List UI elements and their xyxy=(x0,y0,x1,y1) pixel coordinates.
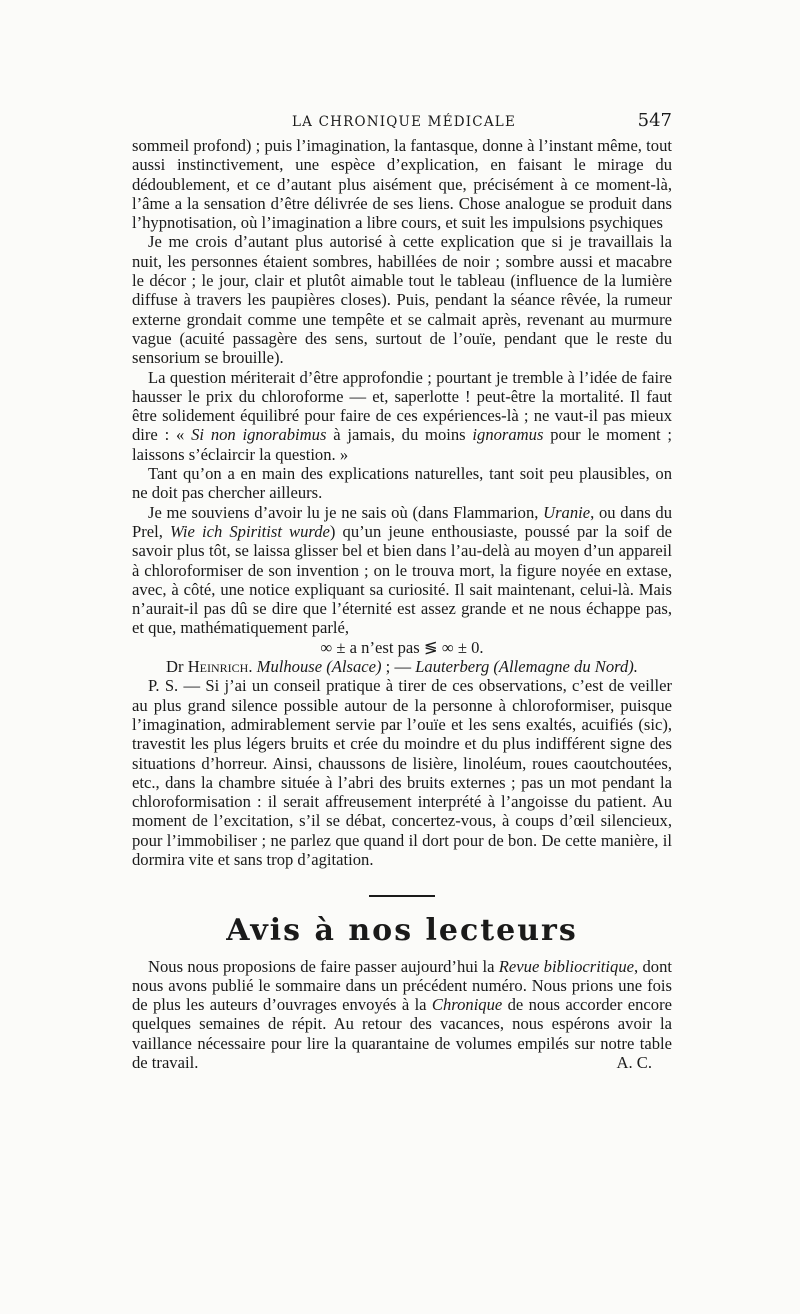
paragraph-5-text: Je me souviens d’avoir lu je ne sais où (dans Flammarion, xyxy=(148,502,544,522)
paragraph-5 xyxy=(132,503,672,638)
revue-title: Revue bibliocritique xyxy=(498,956,634,976)
formula: ∞ ± a n’est pas ≶ ∞ ± 0. xyxy=(320,637,484,657)
latin-phrase-2: ignoramus xyxy=(472,425,544,445)
notice-text-3: de nous accorder encore quelques semaines de répit. Au retour des vacances, nous espérons avoir la vaillance nécessaire pour lire la quarantaine de volumes empilés sur notre table de travail. xyxy=(132,995,672,1073)
journal-title: LA CHRONIQUE MÉDICALE xyxy=(292,114,517,130)
postscript: P. S. — Si j’ai un conseil pratique à tirer de ces observations, c’est de veiller au plus grand silence possible autour de la personne à chloroformiser, puisque l’imagination, admirablement servie par l’ouïe et les sens exaltés, acuifiés (sic), travestit les plus légers bruits et crée du moindre et du plus indifférent signe des situations d’horreur. Ainsi, chaussons de lisière, linoléum, roues caoutchoutées, etc., dans la chambre située à l’abri des bruits externes ; pas un mot pendant la chloroformisation : il serait affreusement interprété à l’angoisse du patient. Au moment de l’excitation, s’il se débat, concertez-vous, à coups d’œil silencieux, pour l’immobiliser ; ne parlez que quand il dort pour de bon. De cette manière, il dormira vite et sans trop d’agitation. xyxy=(132,676,672,869)
page xyxy=(132,110,672,1073)
author-signature xyxy=(132,657,672,676)
notice-initials: A. C. xyxy=(616,1053,652,1073)
signature-separator: ; — xyxy=(381,657,416,677)
paragraph-3-end: pour le moment ; laissons s’éclaircir la question. » xyxy=(132,425,673,464)
paragraph-3-mid: à jamais, du moins xyxy=(326,425,473,445)
paragraph-1: sommeil profond) ; puis l’imagination, la fantasque, donne à l’instant même, tout aussi instinctivement, une espèce d’explication, en faisant le mirage du dédoublement, et ce d’autant plus aisément que, précisément à ce moment-là, l’âme a la sensation d’être délivrée de ses liens. Chose analogue se produit dans l’hypnotisation, où l’imagination a libre cours, et suit les impulsions psychiques xyxy=(132,136,672,233)
running-header xyxy=(132,110,672,136)
paragraph-3-text: La question mériterait d’être approfondie ; pourtant je tremble à l’idée de faire hausser le prix du chloroforme — et, saperlotte ! peut-être la mortalité. Il faut être solidement équilibré pour faire de ces expériences-là ; ne vaut-il pas mieux dire : « xyxy=(132,367,672,445)
paragraph-5-mid: , ou dans du Prel, xyxy=(132,502,672,541)
latin-phrase-1: Si non ignorabimus xyxy=(191,425,327,445)
notice-text-2: , dont nous avons publié le sommaire dans un précédent numéro. Nous prions une fois de plus les auteurs d’ouvrages envoyés à la xyxy=(132,956,672,1015)
paragraph-3 xyxy=(132,368,672,464)
author-name: Heinrich. xyxy=(187,657,253,677)
author-place-1: Mulhouse (Alsace) xyxy=(256,657,382,677)
article-body xyxy=(132,136,672,1073)
book-title-uranie: Uranie xyxy=(543,502,591,522)
author-place-2: Lauterberg (Allemagne du Nord). xyxy=(415,657,638,677)
notice-section xyxy=(132,957,672,1073)
author-title: Dr xyxy=(166,657,188,677)
page-number: 547 xyxy=(637,110,672,131)
paragraph-4: Tant qu’on a en main des explications naturelles, tant soit peu plausibles, on ne doit pas chercher ailleurs. xyxy=(132,464,672,503)
book-title-spiritist: Wie ich Spiritist wurde xyxy=(170,521,330,541)
notice-text-1: Nous nous proposions de faire passer aujourd’hui la xyxy=(148,956,499,976)
paragraph-2: Je me crois d’autant plus autorisé à cette explication que si je travaillais la nuit, les personnes étaient sombres, habillées de noir ; sombre aussi et macabre le décor ; le jour, clair et plutôt aimable tout le tableau (influence de la lumière diffuse à travers les paupières closes). Puis, pendant la séance rêvée, la rumeur externe grondait comme une tempête et se calmait après, revenant au murmure vague (acuité passagère des sens, surtout de l’ouïe, pendant que le reste du sensorium se brouille). xyxy=(132,232,672,368)
chronique-title: Chronique xyxy=(431,995,503,1015)
paragraph-5-end: ) qu’un jeune enthousiaste, poussé par la soif de savoir plus tôt, se laissa glisser bel et bien dans l’au-delà au moyen d’un appareil à chloroformiser de son invention ; on le trouva mort, la figure noyée en extase, avec, à côté, une notice expliquant sa curiosité. Il sait maintenant, celui-là. Mais n’aurait-il pas dû se dire que l’éternité est assez grande et ne nous échappe pas, et que, mathématiquement parlé, xyxy=(132,521,672,638)
section-divider xyxy=(369,895,435,897)
notice-heading: Avis à nos lecteurs xyxy=(226,913,578,949)
